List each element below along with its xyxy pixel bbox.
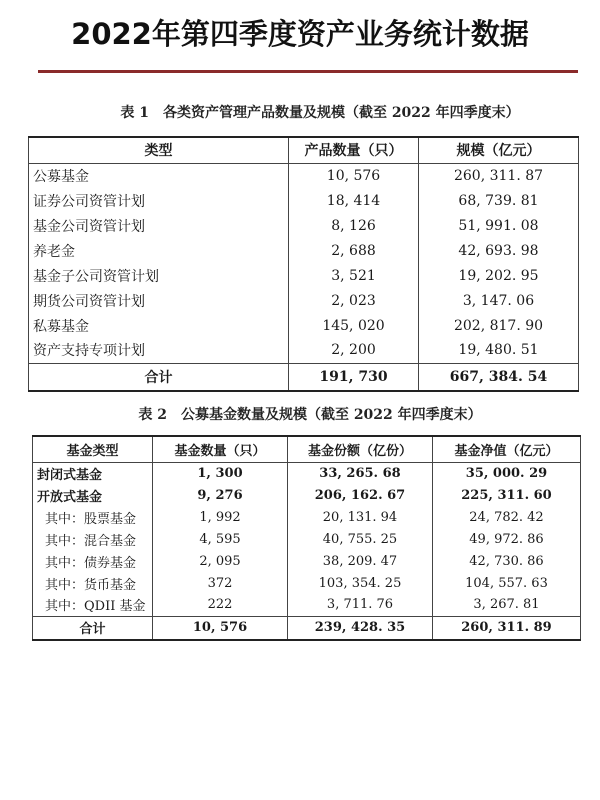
table-row: [29, 313, 579, 338]
table2-cell-nav: 225, 311. 60: [433, 484, 581, 506]
table1-caption: 表 1 各类资产管理产品数量及规模（截至 2022 年四季度末）: [120, 105, 520, 121]
table2-header-fund-shares: 基金份额（亿份）: [288, 436, 433, 462]
table1-cell-count: 18, 414: [289, 188, 419, 213]
table1-cell-type: 资产支持专项计划: [29, 338, 289, 363]
table2-cell-count: 1, 992: [153, 506, 288, 528]
table2-cell-nav: 35, 000. 29: [433, 462, 581, 484]
table2-cell-nav: 24, 782. 42: [433, 506, 581, 528]
table1-header-scale: 规模（亿元）: [419, 137, 579, 163]
table2-total-shares: 239, 428. 35: [288, 616, 433, 640]
table1-cell-count: 145, 020: [289, 313, 419, 338]
table2-cell-shares: 3, 711. 76: [288, 594, 433, 616]
table2-cell-count: 222: [153, 594, 288, 616]
table-row: [29, 188, 579, 213]
table2-cell-count: 2, 095: [153, 550, 288, 572]
table-row: [29, 338, 579, 363]
table1-cell-scale: 3, 147. 06: [419, 288, 579, 313]
table1-cell-count: 2, 023: [289, 288, 419, 313]
table2-cell-nav: 104, 557. 63: [433, 572, 581, 594]
table1-cell-scale: 19, 202. 95: [419, 263, 579, 288]
table2-cell-nav: 42, 730. 86: [433, 550, 581, 572]
table1-cell-count: 10, 576: [289, 163, 419, 188]
table1-cell-scale: 260, 311. 87: [419, 163, 579, 188]
page-title: 2022年第四季度资产业务统计数据: [71, 17, 529, 51]
table2-cell-count: 1, 300: [153, 462, 288, 484]
table1-total-count: 191, 730: [289, 363, 419, 391]
table2-cell-type: 其中：货币基金: [33, 572, 153, 594]
table2-total-row: [33, 616, 581, 640]
table-row: [29, 263, 579, 288]
table-row: [33, 484, 581, 506]
table1-cell-scale: 202, 817. 90: [419, 313, 579, 338]
table1-header-count: 产品数量（只）: [289, 137, 419, 163]
table2-cell-count: 372: [153, 572, 288, 594]
table1-cell-type: 养老金: [29, 238, 289, 263]
table-row: [33, 550, 581, 572]
table1-cell-type: 基金子公司资管计划: [29, 263, 289, 288]
table2-cell-type: 其中：股票基金: [33, 506, 153, 528]
table2-cell-type: 开放式基金: [33, 484, 153, 506]
table1-cell-scale: 51, 991. 08: [419, 213, 579, 238]
table1-cell-type: 私募基金: [29, 313, 289, 338]
table2-header-row: [33, 436, 581, 462]
table-row: [29, 288, 579, 313]
table-row: [33, 506, 581, 528]
table2-total-nav: 260, 311. 89: [433, 616, 581, 640]
table1-cell-count: 3, 521: [289, 263, 419, 288]
table2-cell-count: 4, 595: [153, 528, 288, 550]
table-row: [33, 462, 581, 484]
table1-cell-count: 8, 126: [289, 213, 419, 238]
table2-cell-shares: 103, 354. 25: [288, 572, 433, 594]
table2-cell-shares: 40, 755. 25: [288, 528, 433, 550]
table-row: [33, 594, 581, 616]
table1-cell-type: 公募基金: [29, 163, 289, 188]
table1-cell-count: 2, 200: [289, 338, 419, 363]
table1-cell-scale: 19, 480. 51: [419, 338, 579, 363]
table2-header-fund-nav: 基金净值（亿元）: [433, 436, 581, 462]
table1-header-row: [29, 137, 579, 163]
table1-total-label: 合计: [29, 363, 289, 391]
asset-management-table: [28, 136, 579, 392]
table2-total-label: 合计: [33, 616, 153, 640]
table2-caption: 表 2 公募基金数量及规模（截至 2022 年四季度末）: [138, 407, 482, 423]
table1-cell-type: 基金公司资管计划: [29, 213, 289, 238]
table1-cell-type: 证券公司资管计划: [29, 188, 289, 213]
table1-cell-scale: 68, 739. 81: [419, 188, 579, 213]
table2-cell-shares: 33, 265. 68: [288, 462, 433, 484]
table1-total-row: [29, 363, 579, 391]
table-row: [29, 163, 579, 188]
table1-total-scale: 667, 384. 54: [419, 363, 579, 391]
table2-cell-type: 其中：QDII 基金: [33, 594, 153, 616]
table2-cell-shares: 206, 162. 67: [288, 484, 433, 506]
table2-cell-nav: 49, 972. 86: [433, 528, 581, 550]
table2-cell-type: 封闭式基金: [33, 462, 153, 484]
public-fund-table: [32, 435, 581, 641]
table-row: [33, 528, 581, 550]
title-divider: [38, 70, 578, 73]
table2-total-count: 10, 576: [153, 616, 288, 640]
table2-cell-nav: 3, 267. 81: [433, 594, 581, 616]
table1-cell-type: 期货公司资管计划: [29, 288, 289, 313]
table2-cell-shares: 38, 209. 47: [288, 550, 433, 572]
table2-header-fund-type: 基金类型: [33, 436, 153, 462]
table2-cell-shares: 20, 131. 94: [288, 506, 433, 528]
table2-cell-type: 其中：债券基金: [33, 550, 153, 572]
table2-cell-count: 9, 276: [153, 484, 288, 506]
table1-cell-scale: 42, 693. 98: [419, 238, 579, 263]
table2-cell-type: 其中：混合基金: [33, 528, 153, 550]
table-row: [33, 572, 581, 594]
table-row: [29, 213, 579, 238]
table2-header-fund-count: 基金数量（只）: [153, 436, 288, 462]
table-row: [29, 238, 579, 263]
table1-header-type: 类型: [29, 137, 289, 163]
table1-cell-count: 2, 688: [289, 238, 419, 263]
